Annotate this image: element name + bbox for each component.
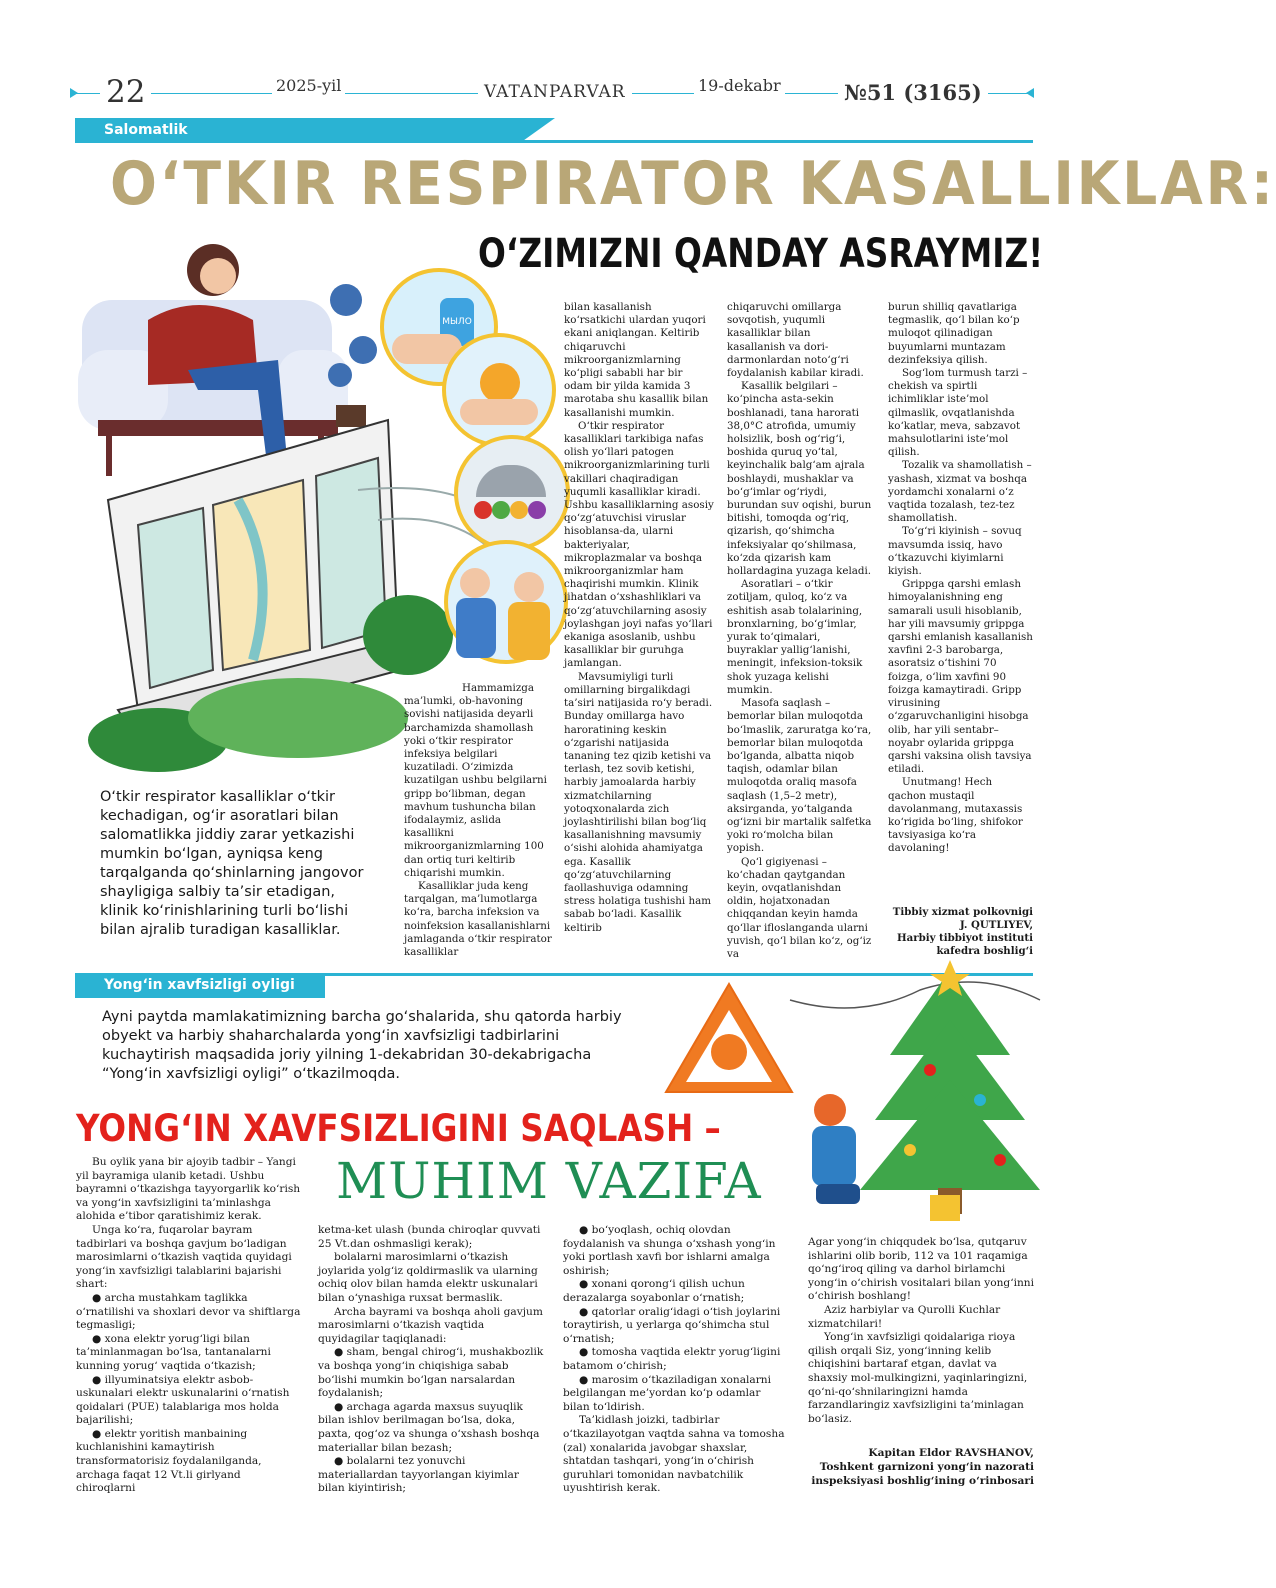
ornament [904,1144,916,1156]
window-pane [138,508,213,688]
paragraph: O‘tkir respirator kasalliklari tarkibiga nafas olish yo‘llari patogen mikroorganizmlarining turli vakillari chaqiradigan yuqumli kasalliklar kiradi. Ushbu kasalliklarning asosiy qo‘zg‘atuvchisi viruslar hisoblansa-da, ularni bakteriyalar, mikroplazmalar va boshqa mikroorganizmlar ham chaqirishi mumkin. Klinik jihatdan o‘xshashliklari va qo‘zg‘atuvchilarning asosiy joylashgan joyi nafas yo‘llari ekaniga asoslanib, ushbu kasalliklar bir guruhga jamlangan. [564,419,714,670]
article1-title-line2: O‘ZIMIZNI QANDAY ASRAYMIZ! [478,231,1044,277]
author-name: J. QUTLIYEV, [959,919,1033,931]
paragraph: Sog‘lom turmush tarzi – chekish va spirtli ichimliklar iste’mol qilmaslik, ovqatlanishda ko‘katlar, meva, sabzavot mahsulotlarini iste’mol qilish. [888,367,1028,459]
bullet-item: ● bo‘yoqlash, ochiq olovdan foydalanish va shunga o‘xshash yong‘in yoki portlash xavfi bor ishlarni amalga oshirish; [563,1224,776,1277]
ornament [994,1154,1006,1166]
gift-box [930,1195,960,1221]
paragraph: bolalarni marosimlarni o‘tkazish joylarida yolg‘iz qoldirmaslik va ularning ochiq olov bilan hamda elektr uskunalari bilan o‘ynashiga ruxsat bermaslik. [318,1251,538,1304]
author-rank: Tibbiy xizmat polkovnigi [892,906,1033,918]
article1-title-line1: O‘TKIR RESPIRATOR KASALLIKLAR: [110,149,1276,219]
article1-lead: O‘tkir respirator kasalliklar o‘tkir kechadigan, og‘ir asoratlari bilan salomatlikka jiddiy zarar yetkazishi mumkin bo‘lgan, ayniqsa keng tarqalganda qo‘shinlarning jangovor shayligiga salbiy ta’sir etadigan, klinik ko‘rinishlarining turli bo‘lishi bilan ajralib turadigan kasalliklar. [100,789,364,938]
paragraph: Bu oylik yana bir ajoyib tadbir – Yangi yil bayramiga ulanib ketadi. Ushbu bayramni o‘tkazishga tayyorgarlik ko‘rish va yong‘in xavfsizligini ta’minlashga alohida e’tibor qaratishimiz kerak. [76,1156,301,1223]
paragraph: ketma-ket ulash (bunda chiroqlar quvvati 25 Vt.dan oshmasligi kerak); [318,1224,541,1250]
paragraph: chiqaruvchi omillarga sovqotish, yuqumli kasalliklar bilan kasallanish va dori-darmonlardan noto‘g‘ri foydalanish kabilar kiradi. [727,301,864,380]
ornament [924,1064,936,1076]
vegetables [474,501,548,521]
paragraph: Tozalik va shamollatish – yashash, xizmat va boshqa yordamchi xonalarni o‘z vaqtida tozalash, tez-tez shamollatish. [888,459,1032,525]
person-body [508,602,550,660]
article1-column-4 [888,301,1033,856]
issue-date: 19-dekabr [694,76,785,95]
article2-column-4 [808,1236,1034,1426]
section-label-yongin: Yong‘in xavfsizligi oyligi [104,977,295,993]
article1-column-3 [727,301,872,961]
paragraph: Kasallik belgilari – ko‘pincha asta-sekin boshlanadi, tana harorati 38,0°C atrofida, umumiy holsizlik, bosh og‘rig‘i, boshida quruq yo‘tal, keyinchalik balg‘am ajrala boshlaydi, mushaklar va bo‘g‘imlar og‘riydi, burundan suv oqishi, burun bitishi, tomoqda og‘riq, qizarish, qo‘shimcha infeksiyalar qo‘shilmasa, ko‘zda qizarish kam hollardagina yuzaga keladi. [727,380,872,578]
paragraph: Masofa saqlash – bemorlar bilan muloqotda bo‘lmaslik, zaruratga ko‘ra, bemorlar bilan muloqotda bo‘lganda, albatta niqob taqish, odamlar bilan muloqotda oraliq masofa saqlash (1,5–2 metr), aksirganda, yo‘talganda og‘izni bir martalik salfetka yoki ro‘molcha bilan yopish. [727,697,872,855]
article2-signature [790,1446,1034,1488]
christmas-tree-illustration [790,960,1040,1240]
person-body [456,598,496,658]
paragraph: burun shilliq qavatlariga tegmaslik, qo‘l bilan ko‘p muloqot qilinadigan buyumlarni muntazam dezinfeksiya qilish. [888,301,1020,366]
section-label-salomatlik: Salomatlik [104,122,188,138]
paragraph: Archa bayrami va boshqa aholi gavjum marosimlarni o‘tkazish vaqtida quyidagilar taqiqlanadi: [318,1305,543,1345]
article2-title-line2: MUHIM VAZIFA [336,1152,762,1210]
plant-pot [336,405,366,427]
woman-face [200,258,236,294]
section-band-rule [75,140,1033,143]
plug-icon [711,1034,747,1070]
tree-tier [860,1080,1040,1190]
article1-column-2 [564,301,714,935]
newspaper-name: VATANPARVAR [478,82,632,102]
author-org: Harbiy tibbiyot instituti [897,932,1033,944]
person-head [460,568,490,598]
bullet-item: ● sham, bengal chirog‘i, mushakbozlik va boshqa yong‘in chiqishiga sabab bo‘lishi mumkin bo‘lgan narsalardan foydalanish; [318,1346,544,1400]
girl-body [812,1126,856,1186]
paragraph: Mavsumiyligi turli omillarning birgalikdagi ta’siri natijasida ro‘y beradi. Bunday omillarga havo haroratining keskin o‘zgarishi natijasida tananing tez qizib ketishi va terlash, tez sovib ketishi, harbiy jamoalarda harbiy xizmatchilarning yotoqxonalarda zich joylashtirilishi bilan bog‘liq kasallanishning mavsumiy o‘sishi alohida ahamiyatga ega. Kasallik qo‘zg‘atuvchilarning faollashuviga odamning stress holatiga tushishi ham sabab bo‘ladi. Kasallik keltirib [564,670,713,934]
food-cover-icon [454,435,570,551]
author-position: inspeksiyasi boshlig‘ining o‘rinbosari [811,1475,1034,1487]
article1-signature [850,906,1033,958]
author-name: Kapitan Eldor RAVSHANOV, [868,1447,1034,1459]
couch-leg [106,436,112,476]
author-position: kafedra boshlig‘i [936,945,1033,957]
paragraph: Asoratlari – o‘tkir zotiljam, quloq, ko‘z va eshitish asab tolalarining, bronxlarning, bo‘g‘imlar, yurak to‘qimalari, buyraklar yallig‘lanishi, meningit, infeksion-toksik shok yuzaga kelishi mumkin. [727,578,863,696]
girl-legs [816,1184,860,1204]
plant-leaf [330,284,362,316]
soap-bottle: МЫЛО [440,298,474,346]
paragraph: Agar yong‘in chiqqudek bo‘lsa, qutqaruv ishlarini olib borib, 112 va 101 raqamiga qo‘ng‘iroq qiling va darhol birlamchi yong‘in o‘chirish vositalari bilan yong‘inni o‘chirish boshlang! [808,1236,1034,1303]
author-org: Toshkent garnizoni yong‘in nazorati [819,1461,1034,1473]
electric-warning-sign [662,980,796,1096]
paragraph: bilan kasallanish ko‘rsatkichi ulardan yuqori ekani aniqlangan. Keltirib chiqaruvchi mikroorganizmlarning ko‘pligi sababli har bir odam bir yilda kamida 3 marotaba shu kasallik bilan kasallanishi mumkin. [564,301,709,419]
food-cover [476,465,546,497]
article2-lead: Ayni paytda mamlakatimizning barcha go‘shalarida, shu qatorda harbiy obyekt va harbiy shaharchalarda yong‘in xavfsizligi tadbirlarini kuchaytirish maqsadida joriy yilning 1-dekabridan 30-dekabrigacha “Yong‘in xavfsizligi oyligi” o‘tkazilmoqda. [102,1009,622,1082]
fruit [480,363,520,403]
bullet-item: ● qatorlar oralig‘idagi o‘tish joylarini toraytirish, u yerlarga qo‘shimcha stul o‘rnatish; [563,1305,781,1345]
paragraph: Unga ko‘ra, fuqarolar bayram tadbirlari va boshqa gavjum bo‘ladigan marosimlarni o‘tkazish vaqtida quyidagi yong‘in xavfsizligi talablarini bajarishi shart: [76,1223,292,1291]
article2-column-2 [318,1224,544,1496]
bullet-item: ● marosim o‘tkaziladigan xonalarni belgilangan me’yordan ko‘p odamlar bilan to‘ldirish. [563,1373,771,1413]
bullet-item: ● illyuminatsiya elektr asbob-uskunalari elektr uskunalarini o‘rnatish qoidalari (PUE) talablariga mos holda bajarilishi; [76,1373,290,1427]
paragraph: Aziz harbiylar va Qurolli Kuchlar xizmatchilari! [808,1303,1001,1330]
fruit-hand-icon [442,333,556,447]
article1-column-1 [404,682,552,959]
hand [460,399,538,425]
paragraph: Unutmang! Hech qachon mustaqil davolanmang, mutaxassis ko‘rigida bo‘ling, shifokor tavsiyasiga ko‘ra davolaning! [888,776,1023,855]
bush [363,595,453,675]
article2-column-1 [76,1156,302,1496]
paragraph: Hammamizga ma’lumki, ob-havoning sovishi natijasida deyarli barchamizda shamollash yoki o‘tkir respirator infeksiya belgilari kuzatiladi. O‘zimizda kuzatilgan ushbu belgilarni gripp bo‘libman, degan mavhum tushuncha bilan ifodalaymiz, aslida kasallikni mikroorganizmlarning 100 dan ortiq turi keltirib chiqarishi mumkin. [404,682,547,879]
paragraph: Yong‘in xavfsizligi qoidalariga rioya qilish orqali Siz, yong‘inning kelib chiqishini bartaraf etgan, davlat va shaxsiy mol-mulkingizni, yaqinlaringizni, qo‘ni-qo‘shnilaringizni hamda farzandlaringiz xavfsizligini ta’minlagan bo‘lasiz. [808,1331,1028,1425]
paragraph: Qo‘l gigiyenasi – ko‘chadan qaytgandan keyin, ovqatlanishdan oldin, hojatxonadan chiqqandan keyin hamda qo‘llar ifloslanganda ularni yuvish, qo‘l bilan ko‘z, og‘iz va [727,855,872,960]
plant-leaf [328,363,352,387]
header-arrow-right [1026,88,1034,98]
ornament [974,1094,986,1106]
header-arrow-left [70,88,78,98]
bullet-item: ● xona elektr yorug‘ligi bilan ta’minlanmagan bo‘lsa, tantanalarni kunning yorug‘ vaqtida o‘tkazish; [76,1332,271,1372]
bullet-item: ● tomosha vaqtida elektr yorug‘ligini batamom o‘chirish; [563,1346,781,1372]
issue-number: №51 (3165) [838,80,988,105]
issue-year: 2025-yil [272,76,345,95]
bullet-item: ● xonani qorong‘i qilish uchun derazalarga soyabonlar o‘rnatish; [563,1278,745,1304]
girl-hair [814,1094,846,1126]
paragraph: To‘g‘ri kiyinish – sovuq mavsumda issiq, havo o‘tkazuvchi kiyimlarni kiyish. [888,525,1022,578]
plant-leaf [349,336,377,364]
paragraph: Ta’kidlash joizki, tadbirlar o‘tkazilayotgan vaqtda sahna va tomosha (zal) xonalarida javobgar shaxslar, shtatdan tashqari, yong‘in o‘chirish guruhlari tomonidan navbatchilik uyushtirish kerak. [563,1414,785,1495]
paragraph: Grippga qarshi emlash himoyalanishning eng samarali usuli hisoblanib, har yili mavsumiy grippga qarshi emlanish kasallanish xavfini 2-3 barobarga, asoratsiz o‘tishini 70 foizga, o‘lim xavfini 90 foizga kamaytiradi. Gripp virusining o‘zgaruvchanligini hisobga olib, har yili sentabr–noyabr oylarida grippga qarshi vaksina olish tavsiya etiladi. [888,578,1033,776]
sneeze-people-icon [444,540,568,664]
bullet-item: ● bolalarni tez yonuvchi materiallardan tayyorlangan kiyimlar bilan kiyintirish; [318,1455,519,1495]
bullet-item: ● archa mustahkam taglikka o‘rnatilishi va shoxlari devor va shiftlarga tegmasligi; [76,1291,301,1332]
bullet-item: ● archaga agarda maxsus suyuqlik bilan ishlov berilmagan bo‘lsa, doka, paxta, qog‘oz va shunga o‘xshash boshqa materiallar bilan bezash; [318,1400,540,1454]
article2-column-3 [563,1224,789,1496]
bullet-item: ● elektr yoritish manbaining kuchlanishini kamaytirish transformatorisiz foydalanilganda, archaga faqat 12 Vt.li girlyand chiroqlarni [76,1427,262,1495]
garland-wire [790,982,1040,1008]
person-head [514,572,544,602]
article2-title-line1: YONG‘IN XAVFSIZLIGINI SAQLASH – [76,1107,721,1150]
page-number: 22 [100,74,151,110]
paragraph: Kasalliklar juda keng tarqalgan, ma’lumotlarga ko‘ra, barcha infeksion va noinfeksion kasallanishlarni jamlaganda o‘tkir respirator kasalliklar [404,880,552,959]
couch-base [98,420,338,436]
grass [188,678,408,758]
